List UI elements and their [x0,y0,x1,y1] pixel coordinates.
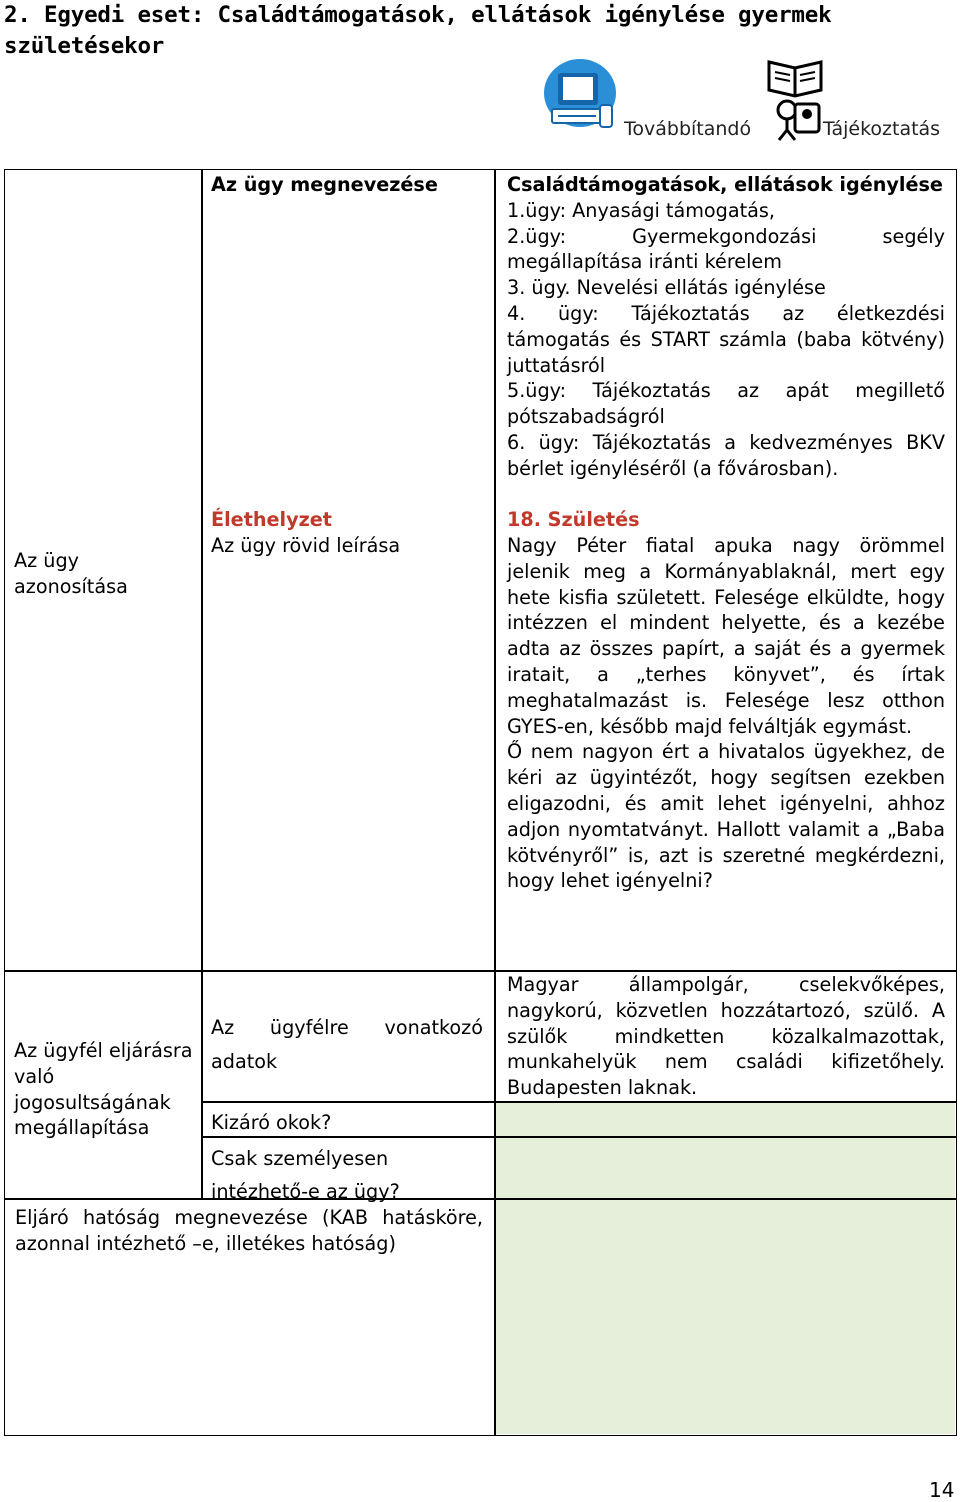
case-item: 6. ügy: Tájékoztatás a kedvezményes BKV bérlet igényléséről (a fővárosban). [507,430,945,480]
divider [4,970,202,972]
empty-cell-exclusion [496,1102,955,1198]
exclusion-label: Kizáró okok? [211,1111,332,1134]
computer-icon [538,55,618,141]
case-title: Családtámogatások, ellátások igénylése [507,173,943,196]
empty-cell-authority [496,1199,955,1434]
short-desc-paragraph: Nagy Péter fiatal apuka nagy örömmel jelenik meg a Kormányablaknál, mert egy hete kisfia született. Felesége elküldte, hogy intézzen el mindent helyette, és a kezébe adta az összes papírt, a saját és a gyermek iratait, a „terhes könyvet”, és írtak meghatalmazást is. Felesége lesz otthon GYES-en, később majd felváltják egymást. [507,534,945,738]
client-data-label: Az ügyfélre vonatkozó adatok [211,1016,483,1073]
info-label: Tájékoztatás [823,118,941,140]
short-desc-label: Az ügy rövid leírása [211,534,401,557]
section-identification-label: Az ügy azonosítása [14,549,128,598]
book-person-icon [765,56,827,146]
authority-label: Eljáró hatóság megnevezése (KAB hatásköre, azonnal intézhető –e, illetékes hatóság) [15,1206,483,1255]
case-item: 5.ügy: Tájékoztatás az apát megillető pótszabadságról [507,379,945,429]
heading-line-1: 2. Egyedi eset: Családtámogatások, ellátások igénylése gyermek [4,2,832,28]
case-item: 1.ügy: Anyasági támogatás, [507,198,775,222]
page-heading [4,0,959,62]
divider [201,170,203,1200]
short-desc-paragraph: Ő nem nagyon ért a hivatalos ügyekhez, de kéri az ügyintézőt, hogy segítsen ezekben eligazodni, és amit lehet igényelni, ahhoz adjon nyomtatványt. Hallott valamit a „Baba kötvényről” is, azt is szeretné megkérdezni, hogy lehet igényelni? [507,740,945,893]
page-number: 14 [929,1478,955,1502]
personal-only-label: Csak személyesen intézhető-e az ügy? [211,1147,400,1203]
life-event-label: Élethelyzet [211,508,332,531]
divider [201,1136,956,1138]
case-name-label: Az ügy megnevezése [211,173,438,196]
case-item: 2.ügy: Gyermekgondozási segély megállapítása iránti kérelem [507,224,945,274]
case-item: 3. ügy. Nevelési ellátás igénylése [507,276,826,300]
case-item: 4. ügy: Tájékoztatás az életkezdési támogatás és START számla (baba kötvény) juttatásról [507,301,945,377]
client-data-value: Magyar állampolgár, cselekvőképes, nagykorú, közvetlen hozzátartozó, szülő. A szülők mindketten közalkalmazottak, munkahelyük nem családi kifizetőhely. Budapesten laknak. [507,973,945,1100]
life-event-value: 18. Születés [507,508,640,531]
divider [494,170,496,1435]
section-eligibility-label: Az ügyfél eljárásra való jogosultságának megállapítása [14,1039,193,1140]
case-name-value [507,172,945,482]
divider [201,1101,956,1103]
short-desc-value [507,533,945,894]
heading-line-2: születésekor [4,33,165,59]
forward-label: Továbbítandó [624,118,752,140]
